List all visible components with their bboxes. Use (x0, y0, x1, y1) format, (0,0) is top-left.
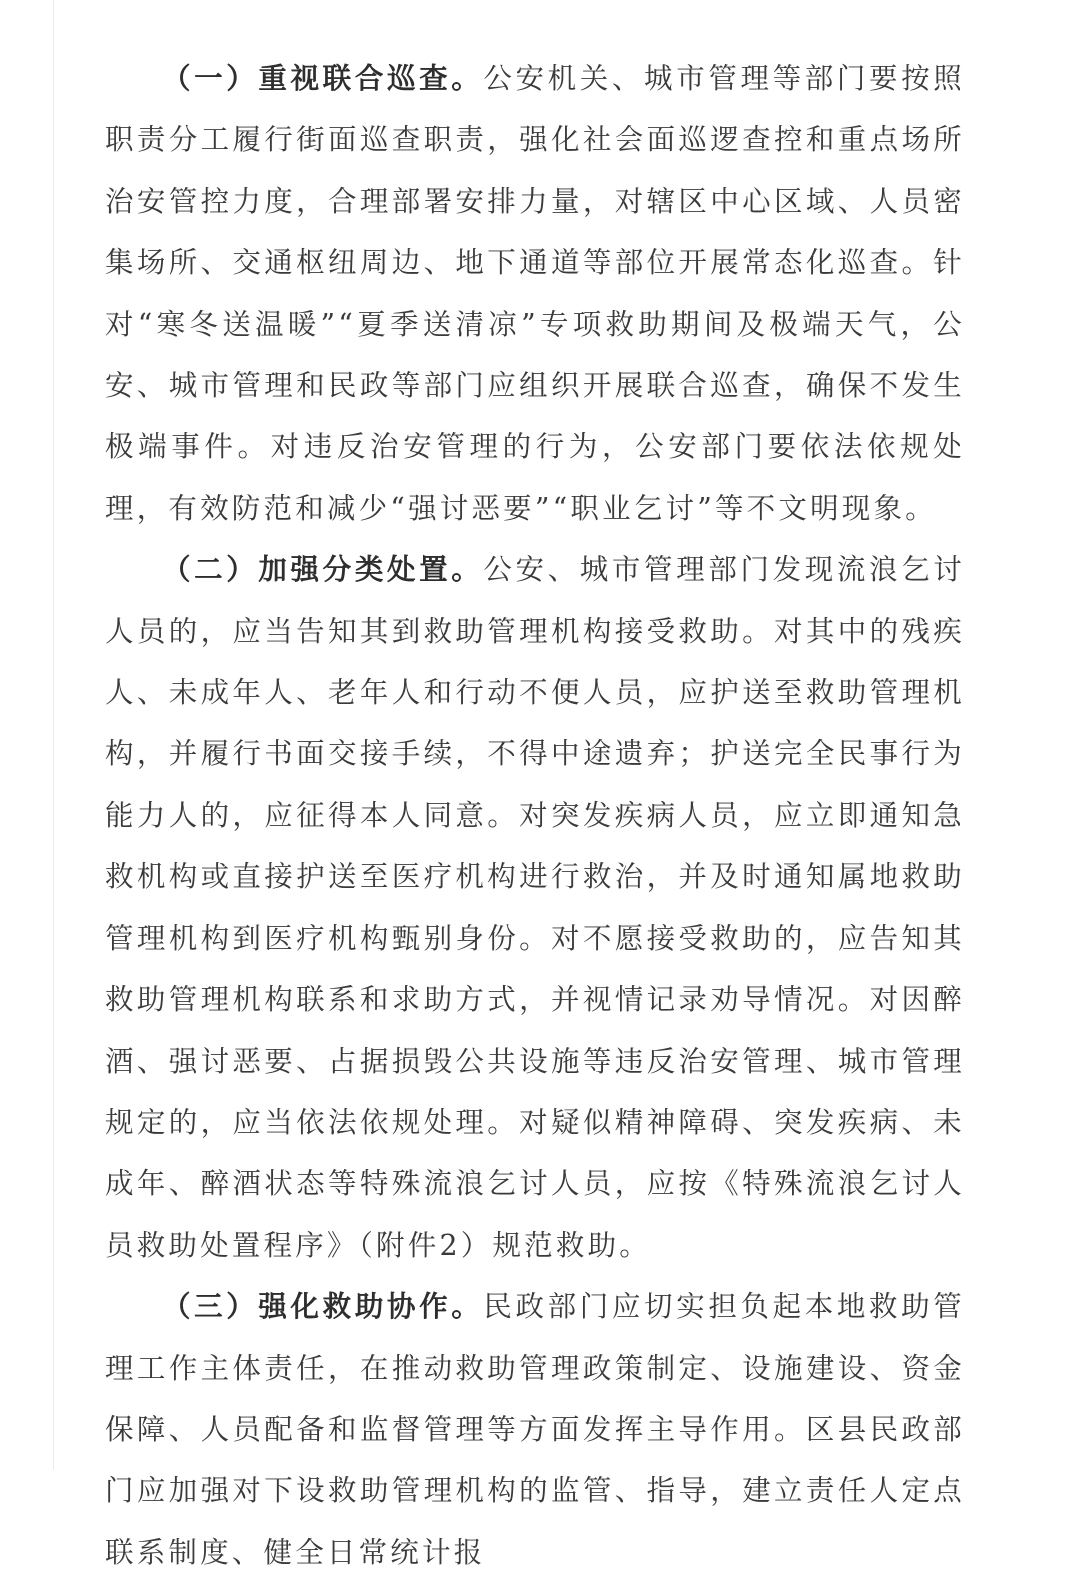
document-page (105, 48, 965, 1583)
paragraph-heading: （二）加强分类处置。 (162, 552, 484, 587)
paragraph-body: 民政部门应切实担负起本地救助管理工作主体责任，在推动救助管理政策制定、设施建设、资金保障、人员配备和监督管理等方面发挥主导作用。区县民政部门应加强对下设救助管理机构的监管、指导，建立责任人定点联系制度、健全日常统计报 (105, 1290, 965, 1569)
paragraph-body: 公安机关、城市管理等部门要按照职责分工履行街面巡查职责，强化社会面巡逻查控和重点场所治安管控力度，合理部署安排力量，对辖区中心区域、人员密集场所、交通枢纽周边、地下通道等部位开展常态化巡查。针对“寒冬送温暖”“夏季送清凉”专项救助期间及极端天气，公安、城市管理和民政等部门应组织开展联合巡查，确保不发生极端事件。对违反治安管理的行为，公安部门要依法依规处理，有效防范和减少“强讨恶要”“职业乞讨”等不文明现象。 (105, 62, 965, 525)
paragraph-body: 公安、城市管理部门发现流浪乞讨人员的，应当告知其到救助管理机构接受救助。对其中的残疾人、未成年人、老年人和行动不便人员，应护送至救助管理机构，并履行书面交接手续，不得中途遗弃；护送完全民事行为能力人的，应征得本人同意。对突发疾病人员，应立即通知急救机构或直接护送至医疗机构进行救治，并及时通知属地救助管理机构到医疗机构甄别身份。对不愿接受救助的，应告知其救助管理机构联系和求助方式，并视情记录劝导情况。对因醉酒、强讨恶要、占据损毁公共设施等违反治安管理、城市管理规定的，应当依法依规处理。对疑似精神障碍、突发疾病、未成年、醉酒状态等特殊流浪乞讨人员，应按《特殊流浪乞讨人员救助处置程序》（附件2）规范救助。 (105, 553, 965, 1262)
paragraph-joint-patrol (105, 48, 965, 539)
paragraph-rescue-cooperation (105, 1276, 965, 1583)
paragraph-heading: （一）重视联合巡查。 (162, 61, 484, 95)
paragraph-heading: （三）强化救助协作。 (162, 1289, 484, 1324)
page-margin-line (53, 0, 54, 1470)
paragraph-classified-handling (105, 539, 965, 1276)
